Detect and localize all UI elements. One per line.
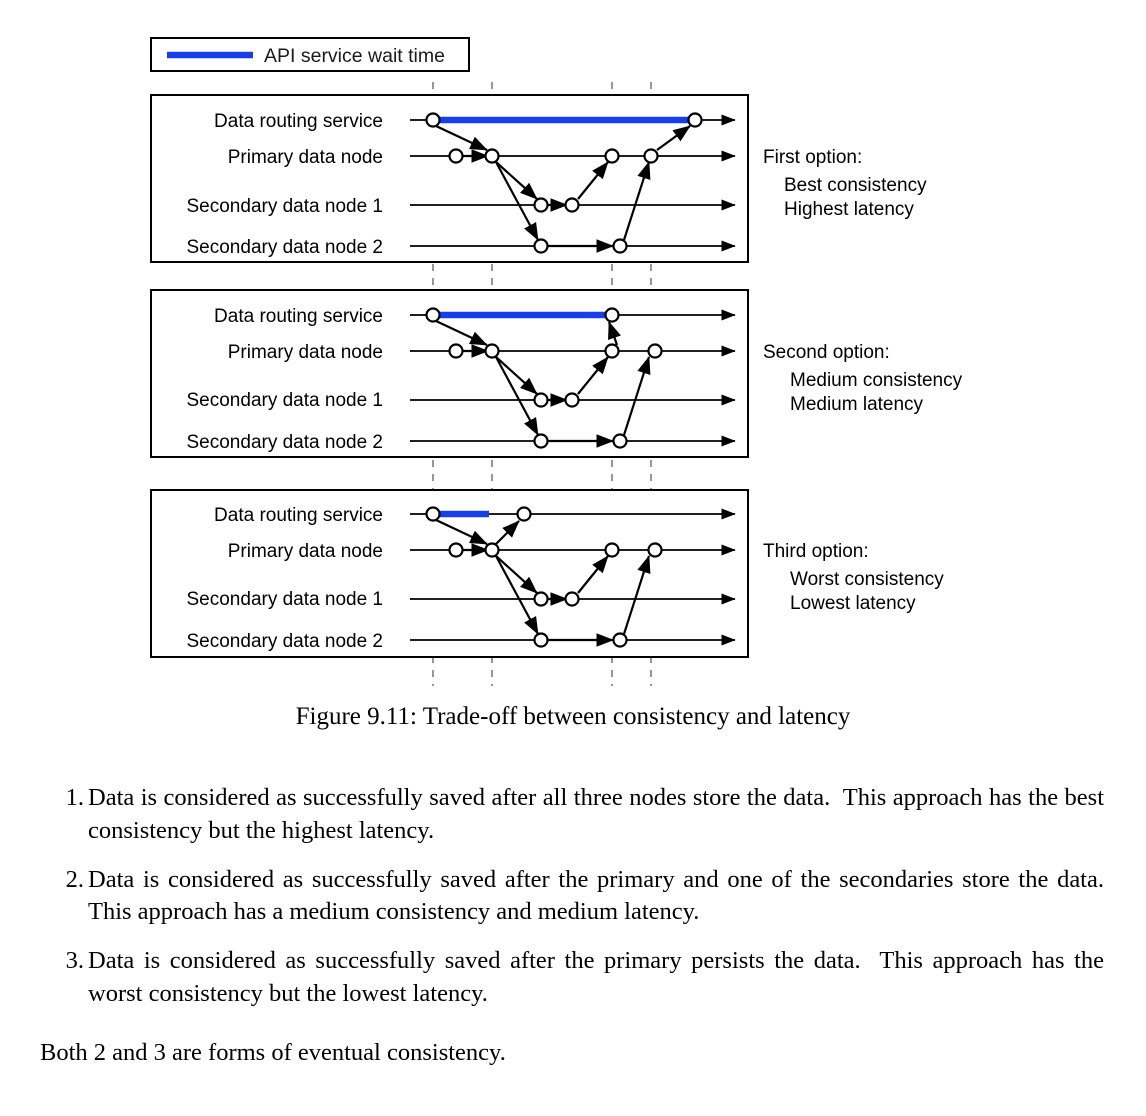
row-label-data-routing-service: Data routing service <box>214 111 383 132</box>
node-dot <box>427 508 440 521</box>
node-dot <box>689 114 702 127</box>
node-dot <box>535 634 548 647</box>
annotation-title: Second option: <box>763 342 890 363</box>
annotation-title: Third option: <box>763 541 869 562</box>
node-dot <box>566 199 579 212</box>
list-item-number: 1. <box>65 784 84 811</box>
node-dot <box>486 150 499 163</box>
node-dot <box>606 150 619 163</box>
row-label-data-routing-service: Data routing service <box>214 505 383 526</box>
node-dot <box>486 544 499 557</box>
annotation-title: First option: <box>763 147 863 168</box>
annotation-line: Medium consistency <box>790 370 963 391</box>
node-dot <box>606 544 619 557</box>
closing-paragraph: Both 2 and 3 are forms of eventual consistency. <box>40 1038 506 1066</box>
node-dot <box>649 544 662 557</box>
body-text <box>40 782 1111 1094</box>
list-item <box>42 864 1110 930</box>
row-label-secondary-data-node-2: Secondary data node 2 <box>186 631 383 652</box>
row-label-secondary-data-node-2: Secondary data node 2 <box>186 237 383 258</box>
row-label-primary-data-node: Primary data node <box>227 541 383 562</box>
list-item-number: 2. <box>65 865 84 893</box>
legend-box <box>151 38 469 71</box>
node-dot <box>606 309 619 322</box>
node-dot <box>535 435 548 448</box>
legend-label: API service wait time <box>264 45 445 67</box>
list-item-text: Data is considered as successfully saved after the primary and one of the secondaries store the data. This approach has a medium consistency and medium latency. <box>88 865 1110 926</box>
node-dot <box>606 345 619 358</box>
row-label-primary-data-node: Primary data node <box>227 342 383 363</box>
node-dot <box>535 394 548 407</box>
list-item-text: Data is considered as successfully saved after the primary persists the data. This approach has the worst consistency but the lowest latency. <box>88 947 1111 1008</box>
node-dot <box>649 345 662 358</box>
annotation-line: Worst consistency <box>790 569 944 590</box>
annotation-line: Medium latency <box>790 394 924 415</box>
node-dot <box>450 345 463 358</box>
node-dot <box>450 544 463 557</box>
annotation-line: Best consistency <box>784 175 927 196</box>
node-dot <box>614 435 627 448</box>
node-dot <box>535 199 548 212</box>
row-label-secondary-data-node-1: Secondary data node 1 <box>186 390 383 411</box>
list-item <box>42 782 1111 848</box>
panel-first-option <box>151 95 927 262</box>
node-dot <box>427 309 440 322</box>
node-dot <box>566 394 579 407</box>
node-dot <box>450 150 463 163</box>
annotation-line: Highest latency <box>784 199 914 220</box>
list-item-number: 3. <box>65 947 84 975</box>
node-dot <box>535 240 548 253</box>
figure-caption: Figure 9.11: Trade-off between consistency and latency <box>295 703 851 730</box>
row-label-secondary-data-node-1: Secondary data node 1 <box>186 589 383 610</box>
numbered-list <box>42 782 1111 1011</box>
node-dot <box>614 634 627 647</box>
node-dot <box>614 240 627 253</box>
row-label-secondary-data-node-2: Secondary data node 2 <box>186 432 383 453</box>
row-label-secondary-data-node-1: Secondary data node 1 <box>186 196 383 217</box>
node-dot <box>486 345 499 358</box>
list-item-text: Data is considered as successfully saved after all three nodes store the data. This approach has the best consistency but the highest latency. <box>88 784 1111 844</box>
panel-third-option <box>151 490 944 657</box>
node-dot <box>518 508 531 521</box>
node-dot <box>535 593 548 606</box>
annotation-line: Lowest latency <box>790 593 916 614</box>
node-dot <box>427 114 440 127</box>
row-label-data-routing-service: Data routing service <box>214 306 383 327</box>
node-dot <box>645 150 658 163</box>
node-dot <box>566 593 579 606</box>
row-label-primary-data-node: Primary data node <box>227 147 383 168</box>
panel-second-option <box>151 290 963 457</box>
list-item <box>42 945 1111 1011</box>
